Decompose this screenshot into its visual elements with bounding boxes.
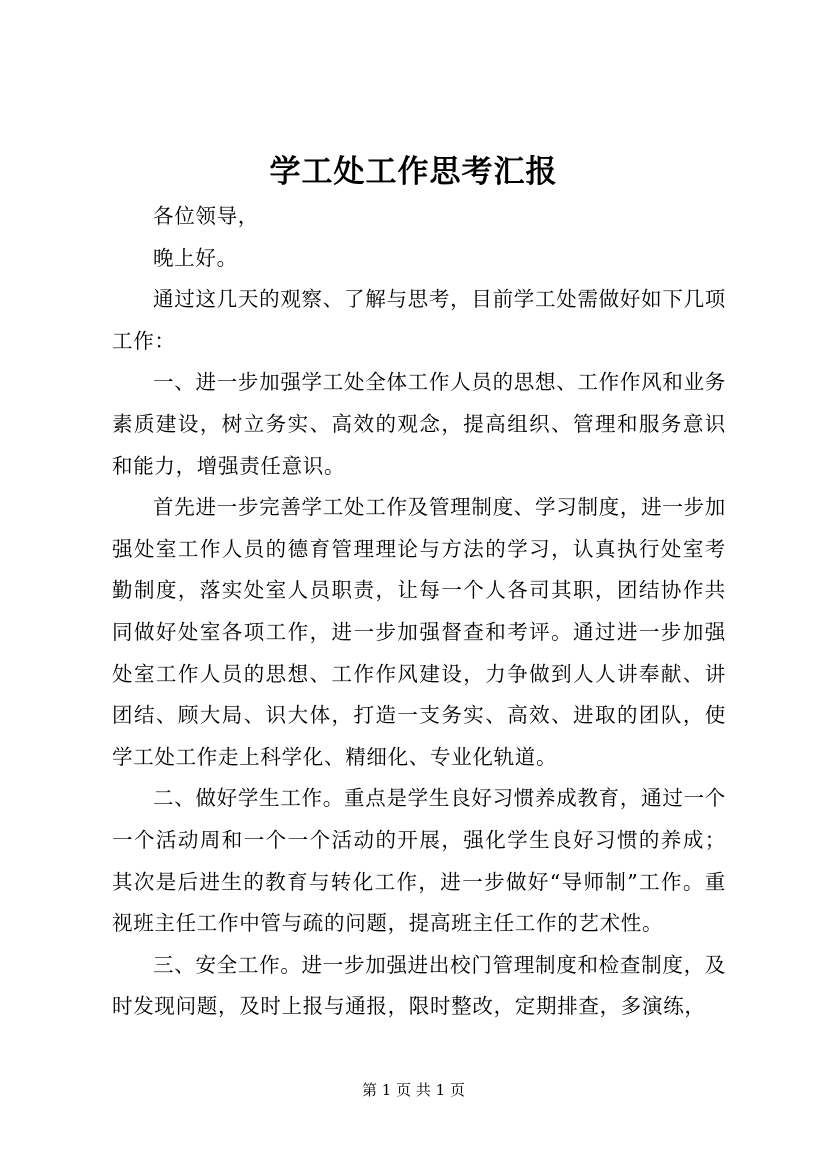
document-title: 学工处工作思考汇报 <box>269 154 558 190</box>
paragraph-intro: 通过这几天的观察、了解与思考，目前学工处需做好如下几项工作： <box>112 287 726 353</box>
paragraph-item-1-detail: 首先进一步完善学工处工作及管理制度、学习制度，进一步加强处室工作人员的德育管理理论与方法的学习，认真执行处室考勤制度，落实处室人员职责，让每一个人各司其职，团结协作共同做好处室各项工作，进一步加强督查和考评。通过进一步加强处室工作人员的思想、工作作风建设，力争做到人人讲奉献、讲团结、顾大局、识大体，打造一支务实、高效、进取的团队，使学工处工作走上科学化、精细化、专业化轨道。 <box>112 495 726 769</box>
paragraph-greeting: 各位领导， <box>153 204 259 228</box>
paragraph-salutation: 晚上好。 <box>153 245 238 270</box>
paragraph-item-2: 二、做好学生工作。重点是学生良好习惯养成教育，通过一个一个活动周和一个一个活动的开展，强化学生良好习惯的养成；其次是后进生的教育与转化工作，进一步做好“导师制”工作。重视班主任工作中管与疏的问题，提高班主任工作的艺术性。 <box>112 786 726 936</box>
document-body <box>112 196 726 1028</box>
paragraph-item-3: 三、安全工作。进一步加强进出校门管理制度和检查制度，及时发现问题，及时上报与通报，限时整改，定期排查，多演练， <box>112 952 726 1019</box>
page-footer: 第 1 页 共 1 页 <box>362 1081 465 1099</box>
paragraph-item-1: 一、进一步加强学工处全体工作人员的思想、工作作风和业务素质建设，树立务实、高效的观念，提高组织、管理和服务意识和能力，增强责任意识。 <box>112 370 726 478</box>
